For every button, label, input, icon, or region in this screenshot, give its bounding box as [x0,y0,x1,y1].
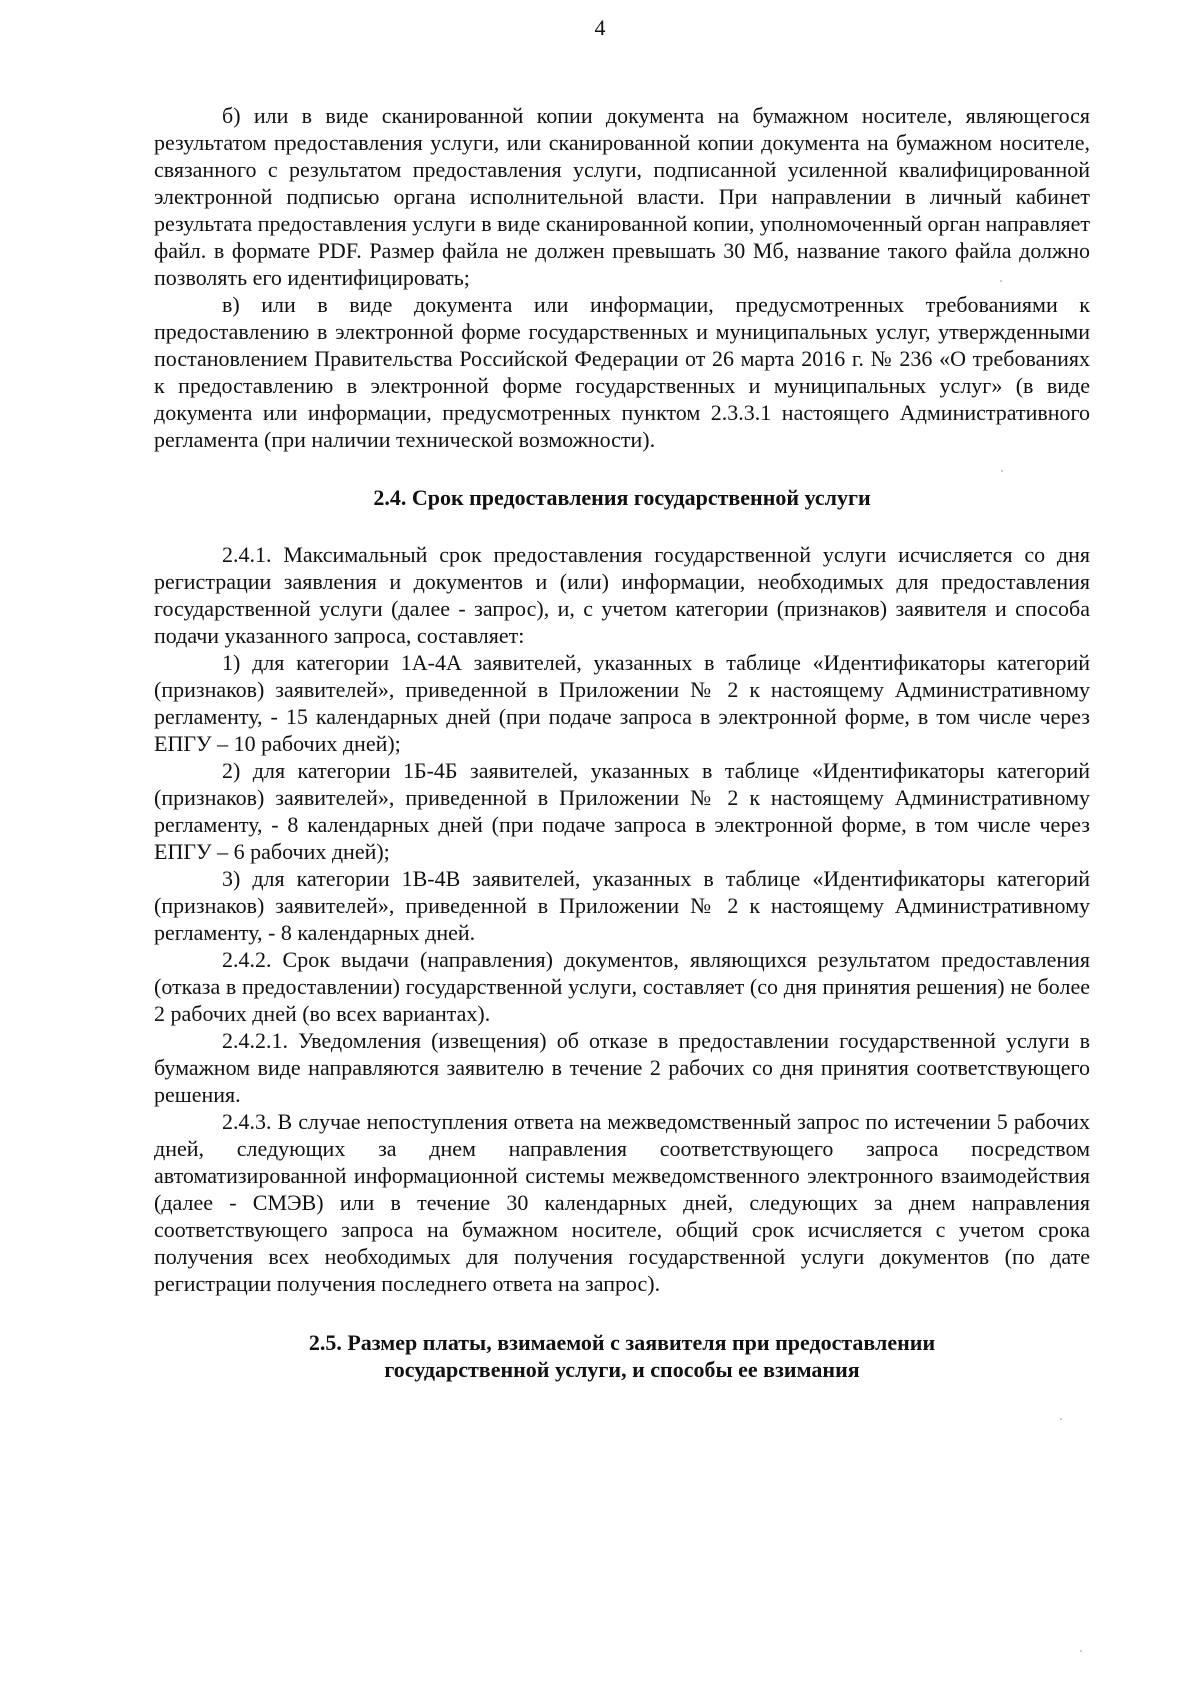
paragraph-2-4-2-1: 2.4.2.1. Уведомления (извещения) об отказе в предоставлении государственной услуги в бумажном виде направляются заявителю в течение 2 рабочих со дня принятия соответствующего решения. [154,1028,1090,1107]
paragraph-2-4-1: 2.4.1. Максимальный срок предоставления государственной услуги исчисляется со дня регистрации заявления и документов и (или) информации, необходимых для предоставления государственной услуги (далее - запрос), и, с учетом категории (признаков) заявителя и способа подачи указанного запроса, составляет: [154,542,1090,648]
scan-speck [1060,1418,1062,1420]
paragraph-2-4-2: 2.4.2. Срок выдачи (направления) документов, являющихся результатом предоставления (отказа в предоставлении) государственной услуги, составляет (со дня принятия решения) не более 2 рабочих дней (во всех вариантах). [154,947,1090,1026]
paragraph-v: в) или в виде документа или информации, предусмотренных требованиями к предоставлению в электронной форме государственных и муниципальных услуг, утвержденными постановлением Правительства Российской Федерации от 26 марта 2016 г. № 236 «О требованиях к предоставлению в электронной форме государственных и муниципальных услуг» (в виде документа или информации, предусмотренных пунктом 2.3.3.1 настоящего Административного регламента (при наличии технической возможности). [154,292,1090,452]
list-item-category-b: 2) для категории 1Б-4Б заявителей, указанных в таблице «Идентификаторы категорий (признаков) заявителей», приведенной в Приложении № 2 к настоящему Административному регламенту, - 8 календарных дней (при подаче запроса в электронной форме, в том числе через ЕПГУ – 6 рабочих дней); [154,758,1090,864]
scan-speck [1001,470,1003,472]
scan-speck [1080,1650,1082,1652]
document-body [154,102,1090,1383]
page-number: 4 [594,15,606,40]
section-2-5-heading-line-1: 2.5. Размер платы, взимаемой с заявителя при предоставлении [308,1330,936,1355]
section-2-5-heading [154,1329,1090,1383]
section-2-5-heading-line-2: государственной услуги, и способы ее взимания [384,1357,860,1382]
list-item-category-a: 1) для категории 1А-4А заявителей, указанных в таблице «Идентификаторы категорий (признаков) заявителей», приведенной в Приложении № 2 к настоящему Административному регламенту, - 15 календарных дней (при подаче запроса в электронной форме, в том числе через ЕПГУ – 10 рабочих дней); [154,650,1090,756]
paragraph-2-4-3: 2.4.3. В случае непоступления ответа на межведомственный запрос по истечении 5 рабочих дней, следующих за днем направления соответствующего запроса посредством автоматизированной информационной системы межведомственного электронного взаимодействия (далее - СМЭВ) или в течение 30 календарных дней, следующих за днем направления соответствующего запроса на бумажном носителе, общий срок исчисляется с учетом срока получения всех необходимых для получения государственной услуги документов (по дате регистрации получения последнего ответа на запрос). [154,1109,1090,1296]
list-item-category-v: 3) для категории 1В-4В заявителей, указанных в таблице «Идентификаторы категорий (признаков) заявителей», приведенной в Приложении № 2 к настоящему Административному регламенту, - 8 календарных дней. [154,866,1090,945]
section-2-4-heading: 2.4. Срок предоставления государственной услуги [373,485,871,510]
paragraph-b: б) или в виде сканированной копии документа на бумажном носителе, являющегося результатом предоставления услуги, или сканированной копии документа на бумажном носителе, связанного с результатом предоставления услуги, подписанной усиленной квалифицированной электронной подписью органа исполнительной власти. При направлении в личный кабинет результата предоставления услуги в виде сканированной копии, уполномоченный орган направляет файл. в формате PDF. Размер файла не должен превышать 30 Мб, название такого файла должно позволять его идентифицировать; [154,103,1090,290]
scan-speck [1000,280,1002,282]
